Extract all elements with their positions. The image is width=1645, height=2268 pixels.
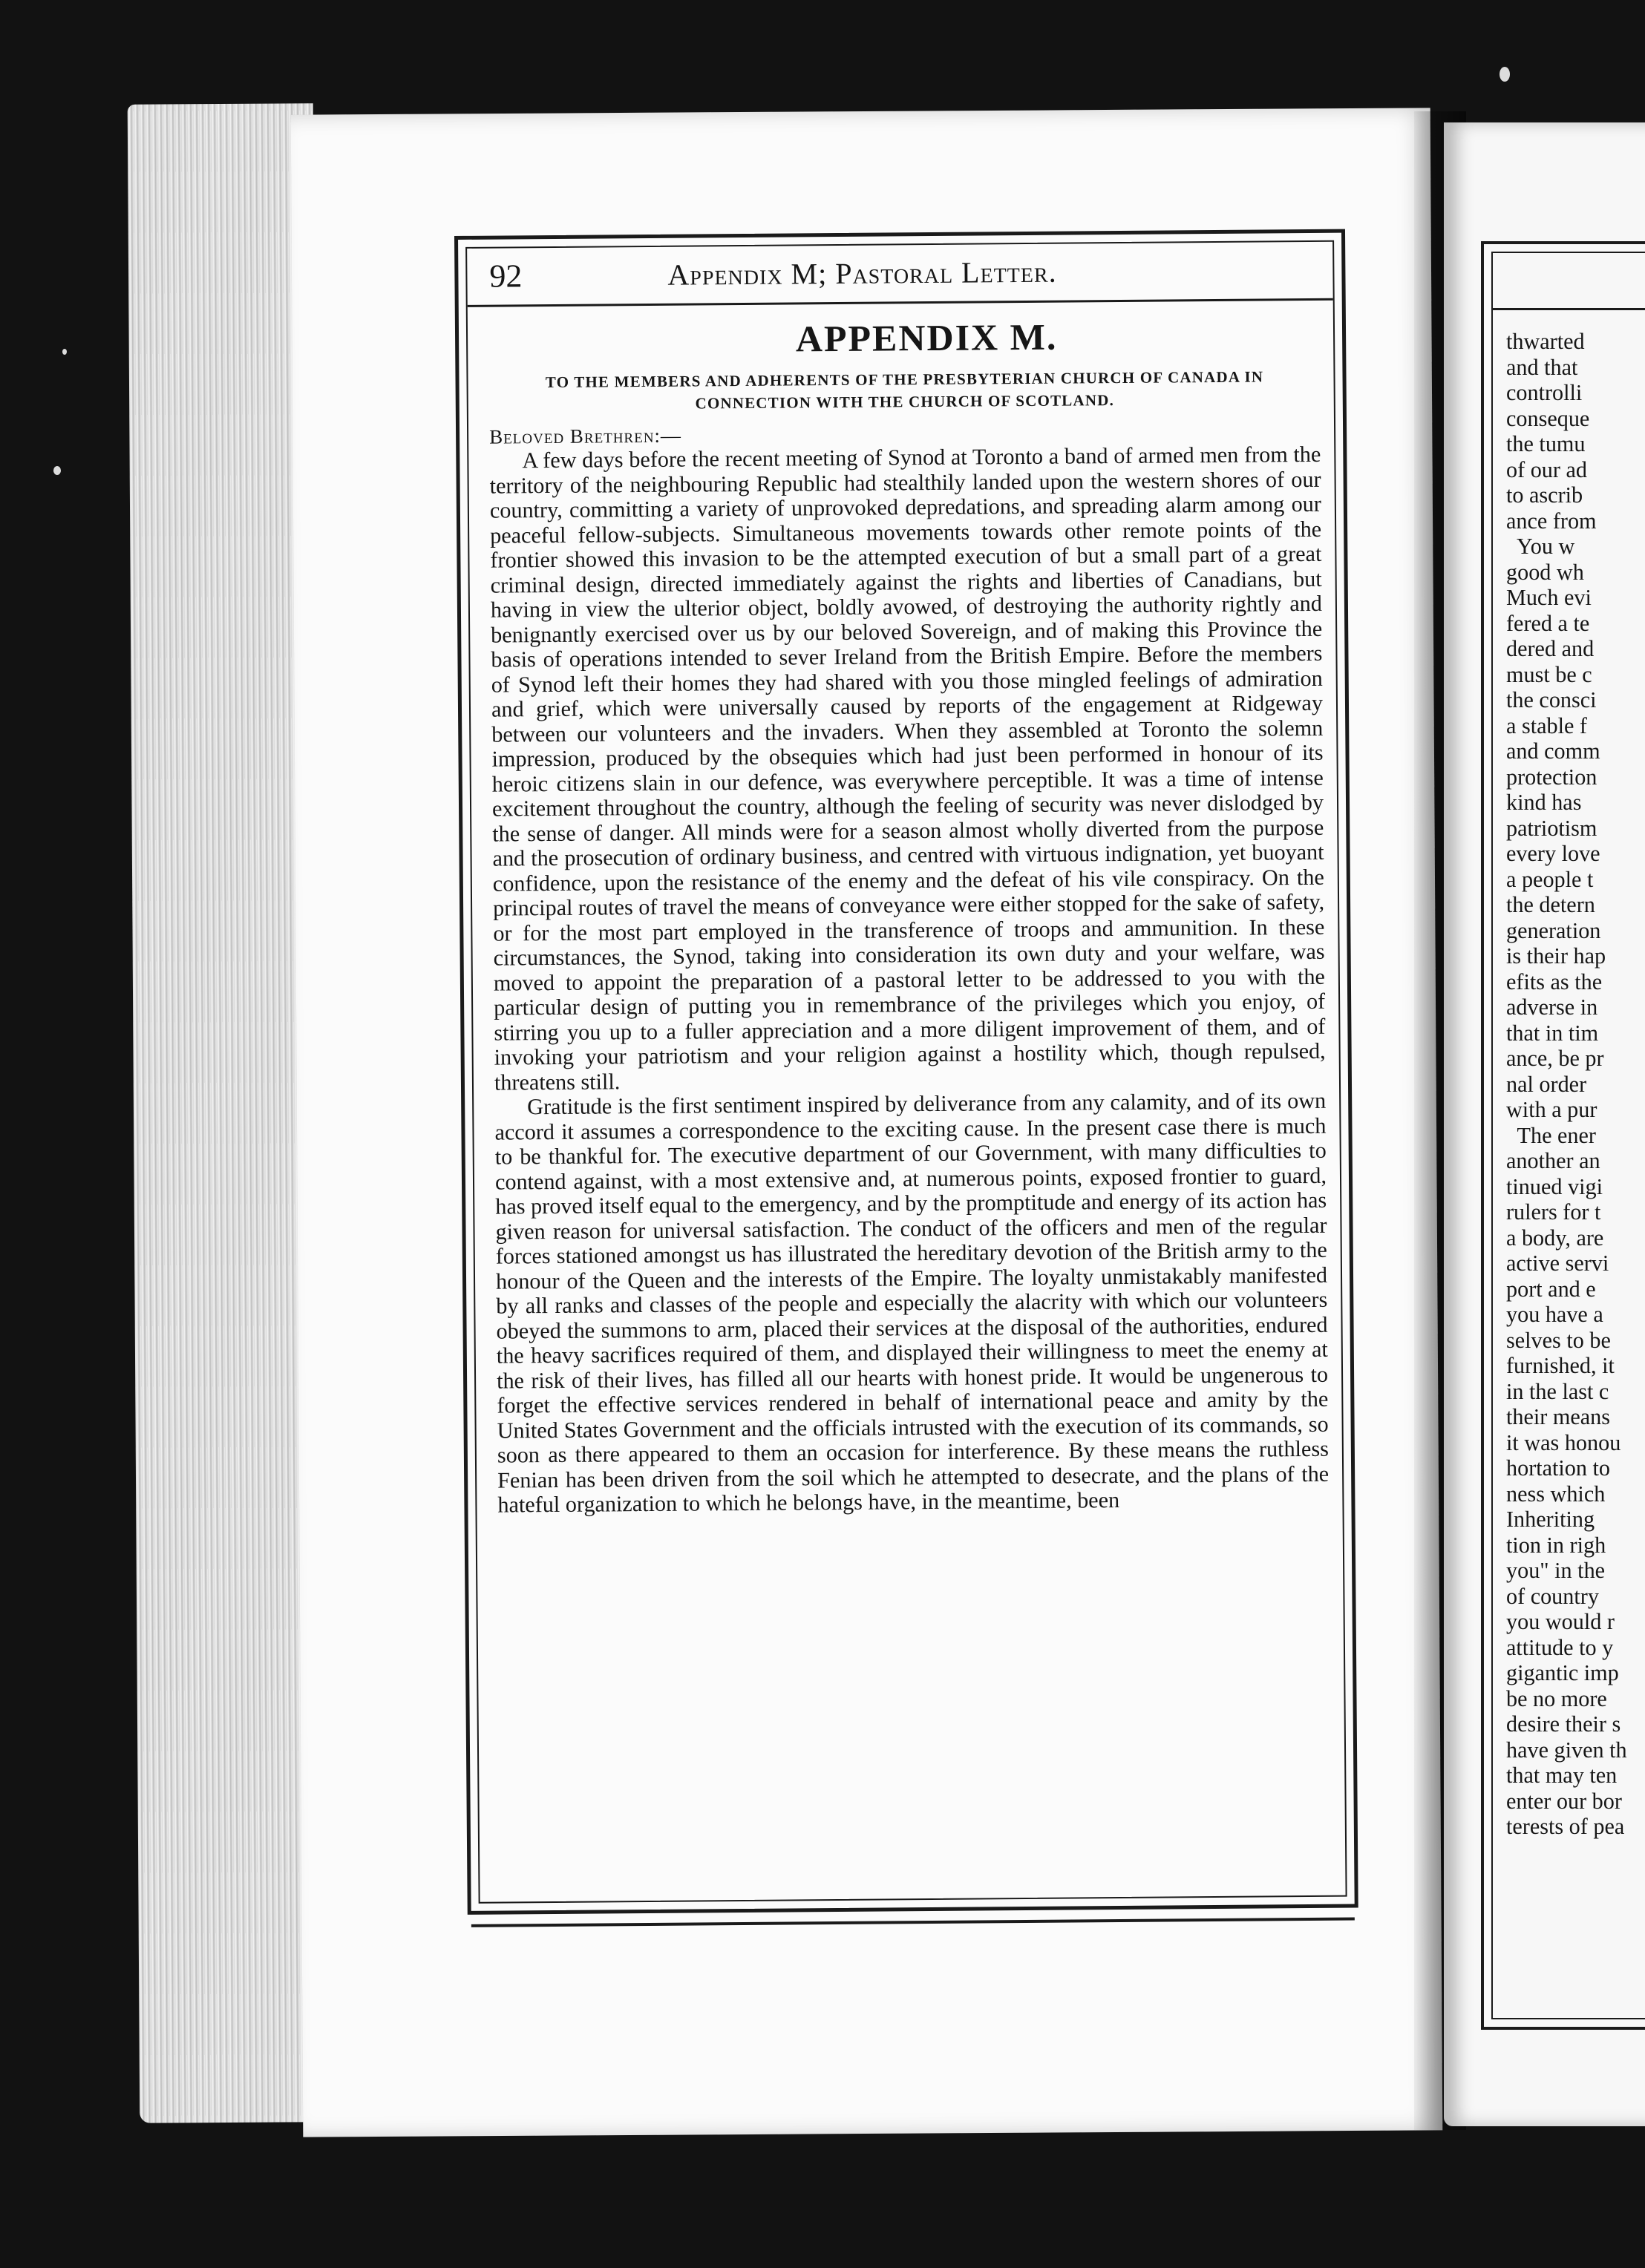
right-page bbox=[1444, 122, 1645, 2126]
paragraph-2: Gratitude is the first sentiment inspired by deliverance from any calamity, and of its own accord it assumes a correspondence to the exciting cause. In the present case there is much to be thankful for. The executive department of our Government, with many difficulties to contend against, with a most extensive and, at numerous points, exposed frontier to guard, has proved itself equal to the emergency, and by the promptitude and energy of its action has given reason for universal satisfaction. The conduct of the officers and men of the regular forces stationed amongst us has illustrated the hereditary devotion of the British army to the honour of the Queen and the interests of the Empire. The loyalty unmistakably manifested by all ranks and classes of the people and especially the alacrity with which our volunteers obeyed the summons to arm, placed their services at the disposal of the authorities, endured the heavy sacrifices required of them, and displayed their willingness to meet the enemy at the risk of their lives, has filled all our hearts with honest pride. It would be ungenerous to forget the effective services rendered in behalf of international peace and amity by the United States Government and the officials intrusted with the execution of its commands, so soon as there appeared to them an occasion for interference. By these means the ruthless Fenian has been driven from the soil which he attempted to desecrate, and the plans of the hateful organization to which he belongs have, in the meantime, been bbox=[494, 1087, 1330, 1518]
letter-content bbox=[488, 313, 1330, 1518]
page-number: 92 bbox=[489, 258, 523, 295]
dust-speck bbox=[62, 349, 67, 355]
dust-speck bbox=[53, 466, 61, 475]
dust-speck bbox=[1500, 67, 1510, 82]
salutation: Beloved Brethren:— bbox=[489, 424, 682, 448]
right-page-text: thwarted and that controlli conseque the tumu of our ad to ascrib ance from You w good wh Much evi fered a te dered and must be c the consci a stable f and comm protection kind has patriotism every love a people t the detern generation is their hap efits as the adverse in that in tim ance, be pr nal order with a pur The ener another an tinued vigi rulers for t a body, are active servi port and e you have a selves to be furnished, it in the last c their means it was honou hortation to ness which Inheriting tion in righ you" in the of country you would r attitude to y gigantic imp be no more desire their s have given th that may ten enter our bor terests of pea bbox=[1506, 329, 1627, 1839]
paragraph-1: A few days before the recent meeting of Synod at Toronto a band of armed men from the territory of the neighbouring Republic had stealthily landed upon the western shores of our country, committing a variety of unprovoked depredations, and spreading alarm among our peaceful fellow-subjects. Simultaneous movements towards other remote points of the frontier showed this invasion to be the attempted execution of but a small part of a great criminal design, directed immediately against the rights and liberties of Canadians, but having in view the ulterior object, boldly avowed, of destroying the authority rightly and benignantly exercised over us by our beloved Sovereign, and of making this Province the basis of operations intended to sever Ireland from the British Empire. Before the members of Synod left their homes they had shared with you those mingled feelings of admiration and grief, which were universally caused by reports of the engagement at Ridgeway between our volunteers and the invaders. When they assembled at Toronto the solemn impression, produced by the obsequies which had just been performed in honour of its heroic citizens slain in our defence, was everywhere perceptible. It was a time of intense excitement throughout the country, although the feeling of security was never dislodged by the sense of danger. All minds were for a season almost wholly diverted from the purpose and the prosecution of ordinary business, and centred with virtuous indignation, yet buoyant confidence, upon the resistance of the enemy and the defeat of his vile conspiracy. On the principal routes of travel the means of conveyance were either stopped for the sake of safety, or for the most part employed in the transference of troops and ammunition. In these circumstances, the Synod, taking into consideration its own duty and your welfare, was moved to appoint the preparation of a pastoral letter to be addressed to you with the particular design of putting you in remembrance of the privileges which you enjoy, of stirring you up to a fuller appreciation and a more diligent improvement of them, and of invoking your patriotism and your religion against a hostility which, though repulsed, threatens still. bbox=[489, 441, 1326, 1095]
header-rule bbox=[468, 298, 1333, 307]
text-frame bbox=[454, 229, 1358, 1915]
page-header bbox=[489, 248, 1319, 299]
letter-address: TO THE MEMBERS AND ADHERENTS OF THE PRESBYTERIAN CHURCH OF CANADA IN CONNECTION WITH THE CHURCH OF SCOTLAND. bbox=[545, 367, 1264, 413]
right-page-header-rule bbox=[1491, 308, 1645, 310]
running-head: Appendix M; Pastoral Letter. bbox=[667, 255, 1057, 292]
appendix-title: APPENDIX M. bbox=[795, 315, 1058, 360]
